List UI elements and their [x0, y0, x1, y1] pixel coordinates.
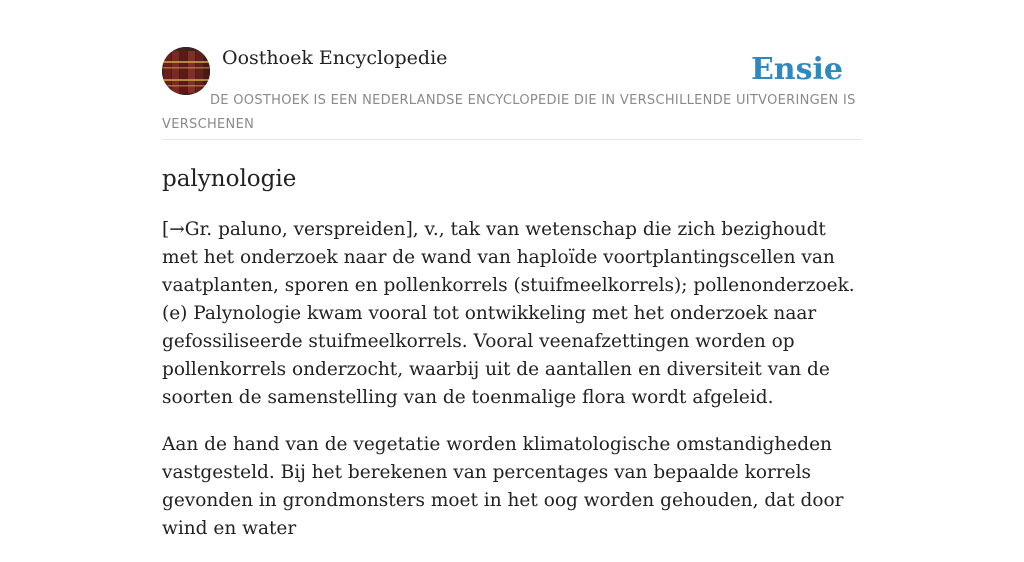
site-header	[162, 0, 862, 140]
brand-logo[interactable]: Ensie	[750, 52, 843, 87]
site-tagline: DE OOSTHOEK IS EEN NEDERLANDSE ENCYCLOPEDIE DIE IN VERSCHILLENDE UITVOERINGEN IS VERSCHENEN	[162, 93, 856, 132]
article-paragraph: [→Gr. paluno, verspreiden], v., tak van wetenschap die zich bezighoudt met het onderzoek naar de wand van haploïde voortplantingscellen van vaatplanten, sporen en pollenkorrels (stuifmeelkorrels); pollenonderzoek. (e) Palynologie kwam vooral tot ontwikkeling met het onderzoek naar gefossiliseerde stuifmeelkorrels. Vooral veenafzettingen worden op pollenkorrels onderzocht, waarbij uit de aantallen en diversiteit van de soorten de samenstelling van de toenmalige flora wordt afgeleid.	[162, 219, 855, 408]
article-paragraph: Aan de hand van de vegetatie worden klimatologische omstandigheden vastgesteld. Bij het berekenen van percentages van bepaalde korrels gevonden in grondmonsters moet in het oog worden gehouden, dat door wind en water	[162, 434, 844, 539]
article-body	[162, 216, 862, 562]
article-title: palynologie	[162, 166, 297, 192]
site-name[interactable]: Oosthoek Encyclopedie	[222, 47, 448, 69]
book-spines-icon[interactable]	[162, 47, 210, 95]
page-container	[162, 0, 862, 539]
